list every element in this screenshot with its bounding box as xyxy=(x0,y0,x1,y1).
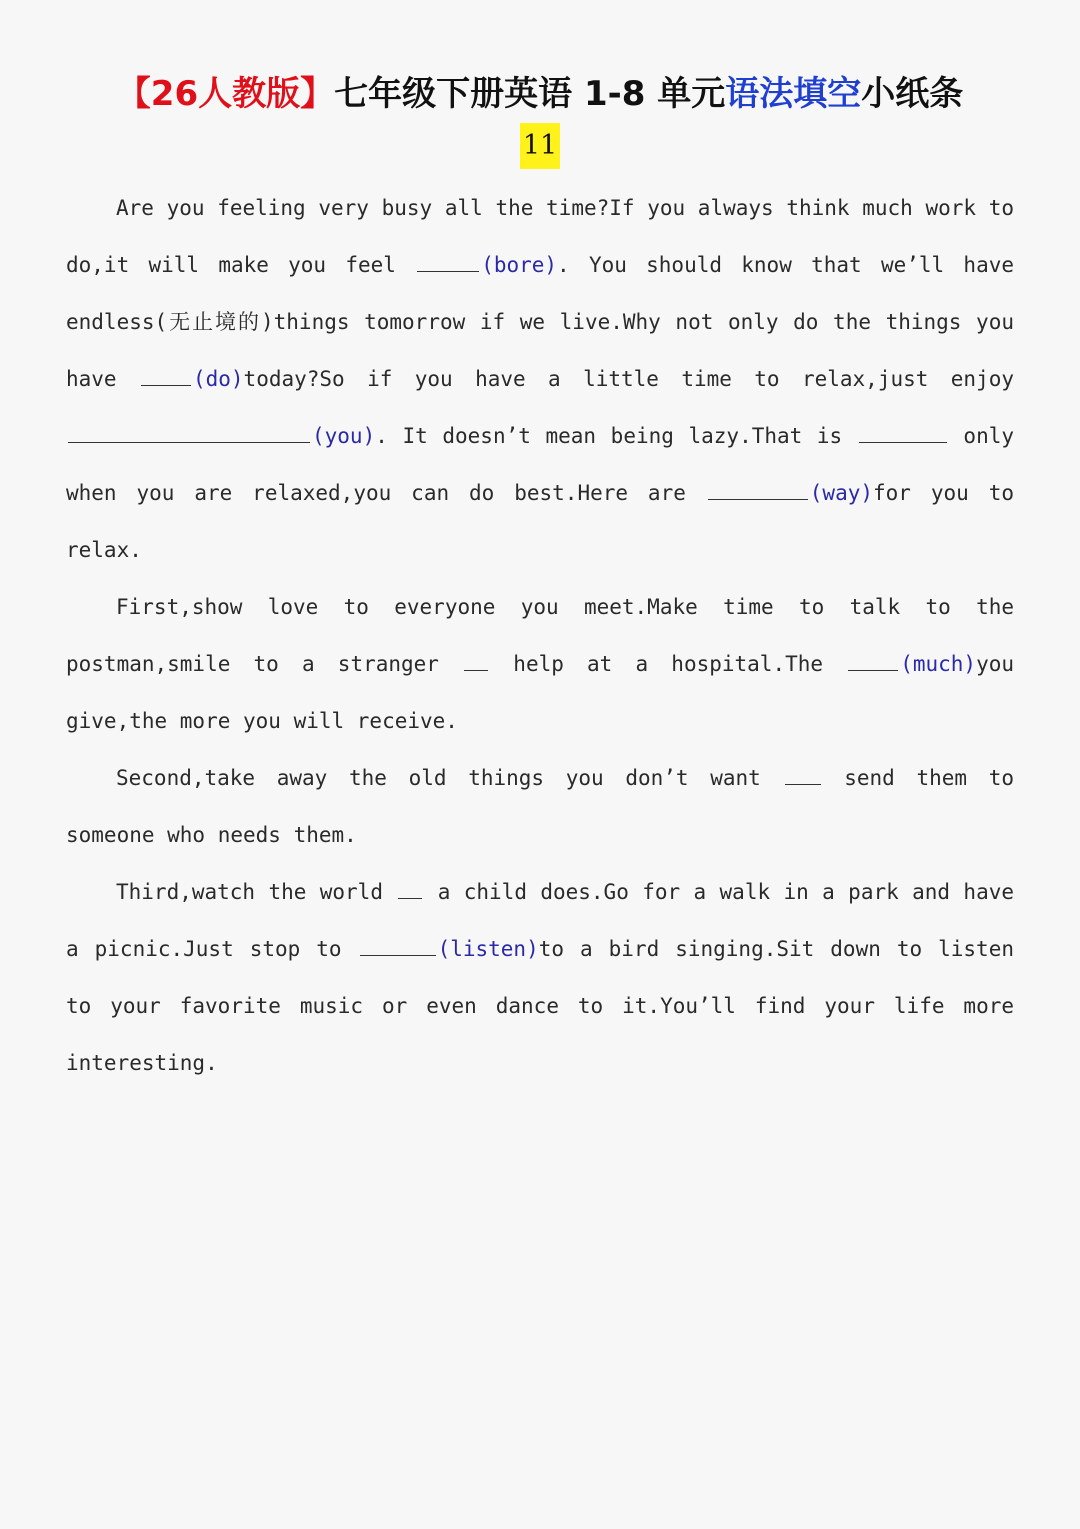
p2-text-3: you give,the more you will receive. xyxy=(66,652,1014,733)
p4-text-1: Third,watch the world xyxy=(116,880,397,904)
hint-listen: (listen) xyxy=(437,937,539,961)
hint-bore: (bore) xyxy=(481,253,558,277)
paragraph-3 xyxy=(66,750,1014,864)
p1-text-5: only when you are relaxed,you can do best.Here are xyxy=(66,424,1014,505)
blank-4[interactable] xyxy=(859,422,947,443)
p2-text-2: help at a hospital.The xyxy=(490,652,847,676)
title-exercise-type: 语法填空 xyxy=(725,74,862,114)
hint-do: (do) xyxy=(192,367,244,391)
page-title xyxy=(0,62,1080,126)
title-edition: 【26人教版】 xyxy=(116,74,335,114)
blank-8[interactable] xyxy=(785,764,821,785)
p1-text-2: . You should know that we’ll have endless(无止境的)things tomorrow if we live.Why not only do the things you have xyxy=(66,253,1014,391)
exercise-number: 11 xyxy=(520,123,560,169)
blank-6[interactable] xyxy=(464,650,488,671)
p3-text-2: send them to someone who needs them. xyxy=(66,766,1014,847)
passage xyxy=(66,180,1014,1092)
p4-text-2: a child does.Go for a walk in a park and have a picnic.Just stop to xyxy=(66,880,1014,961)
p1-text-1: Are you feeling very busy all the time?If you always think much work to do,it will make you feel xyxy=(66,196,1014,277)
p1-text-6: for you to relax. xyxy=(66,481,1014,562)
p1-text-4: . It doesn’t mean being lazy.That is xyxy=(375,424,857,448)
blank-10[interactable] xyxy=(360,935,436,956)
paragraph-2 xyxy=(66,579,1014,750)
blank-1[interactable] xyxy=(417,251,479,272)
blank-7[interactable] xyxy=(848,650,898,671)
p3-text-1: Second,take away the old things you don’t want xyxy=(116,766,783,790)
paragraph-4 xyxy=(66,864,1014,1092)
paragraph-1 xyxy=(66,180,1014,579)
hint-much: (much) xyxy=(900,652,977,676)
title-suffix: 小纸条 xyxy=(861,74,964,114)
hint-you: (you) xyxy=(312,424,376,448)
title-grade-units: 七年级下册英语 1-8 单元 xyxy=(334,74,726,114)
p4-text-3: to a bird singing.Sit down to listen to your favorite music or even dance to it.You’ll find your life more interesting. xyxy=(66,937,1014,1075)
exercise-number-row xyxy=(0,123,1080,169)
blank-5[interactable] xyxy=(708,479,808,500)
blank-3[interactable] xyxy=(68,422,310,443)
blank-9[interactable] xyxy=(398,878,422,899)
p2-text-1: First,show love to everyone you meet.Make time to talk to the postman,smile to a stranger xyxy=(66,595,1014,676)
blank-2[interactable] xyxy=(141,365,191,386)
hint-way: (way) xyxy=(809,481,873,505)
p1-text-3: today?So if you have a little time to relax,just enjoy xyxy=(243,367,1014,391)
